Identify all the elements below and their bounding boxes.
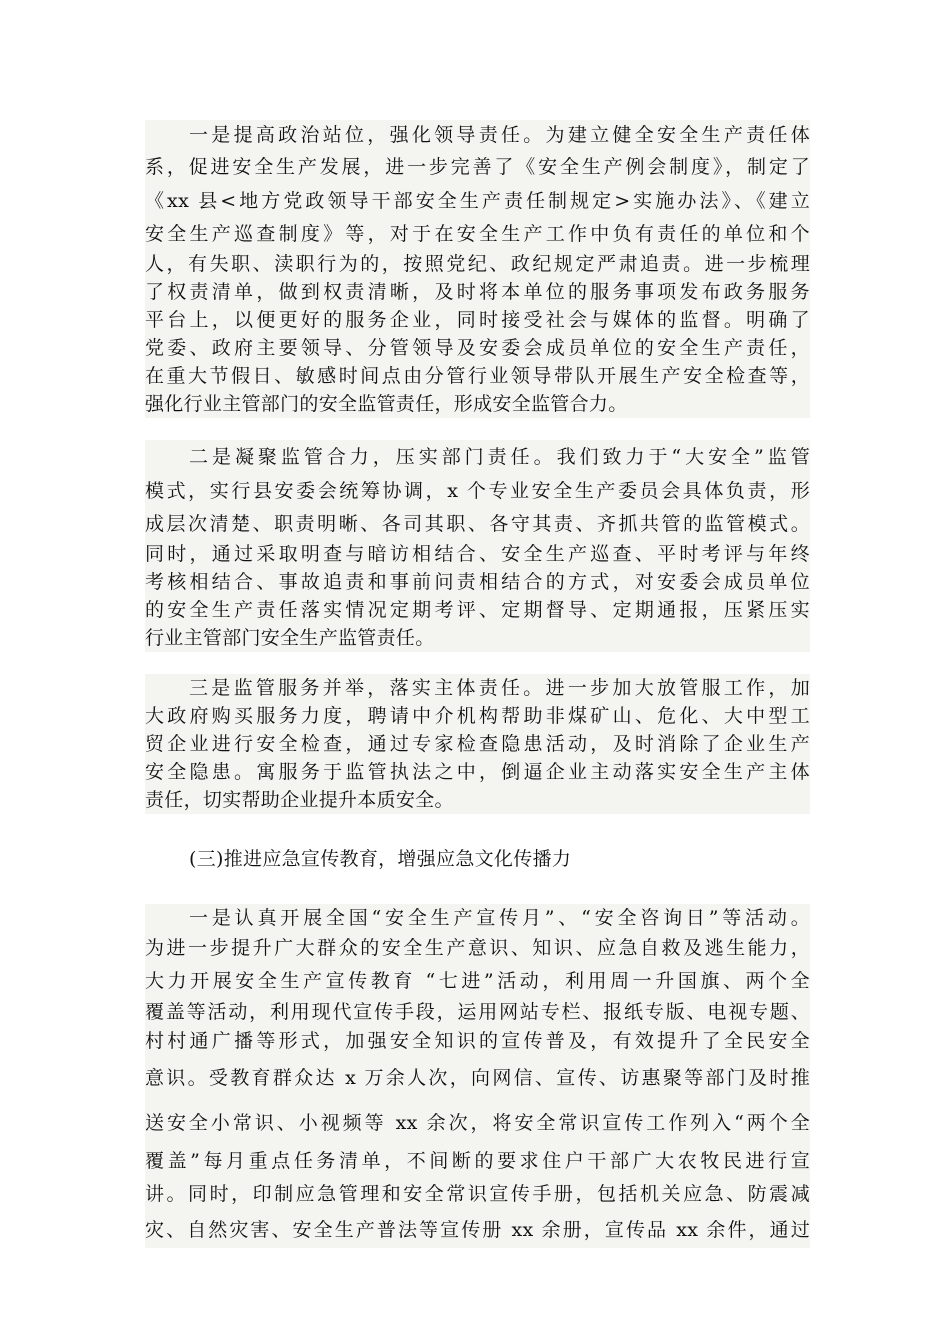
text-line: 三是监管服务并举，落实主体责任。进一步加大放管服工作，加 xyxy=(189,677,810,699)
text-line: 覆盖”每月重点任务清单，不间断的要求住户干部广大农牧民进行宣 xyxy=(145,1150,810,1172)
text-line: 平台上，以便更好的服务企业，同时接受社会与媒体的监督。明确了 xyxy=(145,309,810,331)
text-line: 送安全小常识、小视频等 xx 余次，将安全常识宣传工作列入“两个全 xyxy=(145,1112,810,1134)
text-line: 讲。同时，印制应急管理和安全常识宣传手册，包括机关应急、防震减 xyxy=(145,1183,810,1205)
text-line: 安全隐患。寓服务于监管执法之中，倒逼企业主动落实安全生产主体 xyxy=(145,761,810,783)
text-line: 人，有失职、渎职行为的，按照党纪、政纪规定严肃追责。进一步梳理 xyxy=(145,253,810,275)
text-line: 同时，通过采取明查与暗访相结合、安全生产巡查、平时考评与年终 xyxy=(145,543,810,565)
text-line: 强化行业主管部门的安全监管责任，形成安全监管合力。 xyxy=(145,393,628,415)
text-line: 灾、自然灾害、安全生产普法等宣传册 xx 余册，宣传品 xx 余件，通过 xyxy=(145,1219,810,1241)
text-line: 贸企业进行安全检查，通过专家检查隐患活动，及时消除了企业生产 xyxy=(145,733,810,755)
text-line: 二是凝聚监管合力，压实部门责任。我们致力于“大安全”监管 xyxy=(189,446,810,468)
text-line: 模式，实行县安委会统筹协调，x 个专业安全生产委员会具体负责，形 xyxy=(145,480,810,502)
text-line: 《xx 县<地方党政领导干部安全生产责任制规定>实施办法》、《建立 xyxy=(145,190,810,212)
section-heading-text: (三)推进应急宣传教育，增强应急文化传播力 xyxy=(189,848,572,870)
text-line: 在重大节假日、敏感时间点由分管行业领导带队开展生产安全检查等， xyxy=(145,365,810,387)
text-line: 的安全生产责任落实情况定期考评、定期督导、定期通报，压紧压实 xyxy=(145,599,810,621)
text-line: 成层次清楚、职责明晰、各司其职、各守其责、齐抓共管的监管模式。 xyxy=(145,513,810,535)
text-line: 了权责清单，做到权责清晰，及时将本单位的服务事项发布政务服务 xyxy=(145,281,810,303)
text-line: 大政府购买服务力度，聘请中介机构帮助非煤矿山、危化、大中型工 xyxy=(145,705,810,727)
text-line: 系，促进安全生产发展，进一步完善了《安全生产例会制度》，制定了 xyxy=(145,156,810,178)
text-line: 一是认真开展全国“安全生产宣传月”、“安全咨询日”等活动。 xyxy=(189,907,810,929)
text-line: 大力开展安全生产宣传教育 “七进”活动，利用周一升国旗、两个全 xyxy=(145,970,810,992)
section-heading xyxy=(145,842,810,876)
text-line: 覆盖等活动，利用现代宣传手段，运用网站专栏、报纸专版、电视专题、 xyxy=(145,1001,810,1023)
text-line: 责任，切实帮助企业提升本质安全。 xyxy=(145,789,454,811)
text-line: 村村通广播等形式，加强安全知识的宣传普及，有效提升了全民安全 xyxy=(145,1030,810,1052)
document-page xyxy=(145,120,810,1248)
paragraph-4 xyxy=(145,904,810,1248)
paragraph-2 xyxy=(145,440,810,652)
text-line: 一是提高政治站位，强化领导责任。为建立健全安全生产责任体 xyxy=(189,124,810,146)
text-line: 意识。受教育群众达 x 万余人次，向网信、宣传、访惠聚等部门及时推 xyxy=(145,1067,810,1089)
paragraph-1 xyxy=(145,120,810,418)
text-line: 党委、政府主要领导、分管领导及安委会成员单位的安全生产责任， xyxy=(145,337,810,359)
text-line: 行业主管部门安全生产监管责任。 xyxy=(145,627,435,649)
text-line: 安全生产巡查制度》等，对于在安全生产工作中负有责任的单位和个 xyxy=(145,223,810,245)
paragraph-3 xyxy=(145,674,810,814)
text-line: 考核相结合、事故追责和事前问责相结合的方式，对安委会成员单位 xyxy=(145,571,810,593)
text-line: 为进一步提升广大群众的安全生产意识、知识、应急自救及逃生能力， xyxy=(145,937,810,959)
